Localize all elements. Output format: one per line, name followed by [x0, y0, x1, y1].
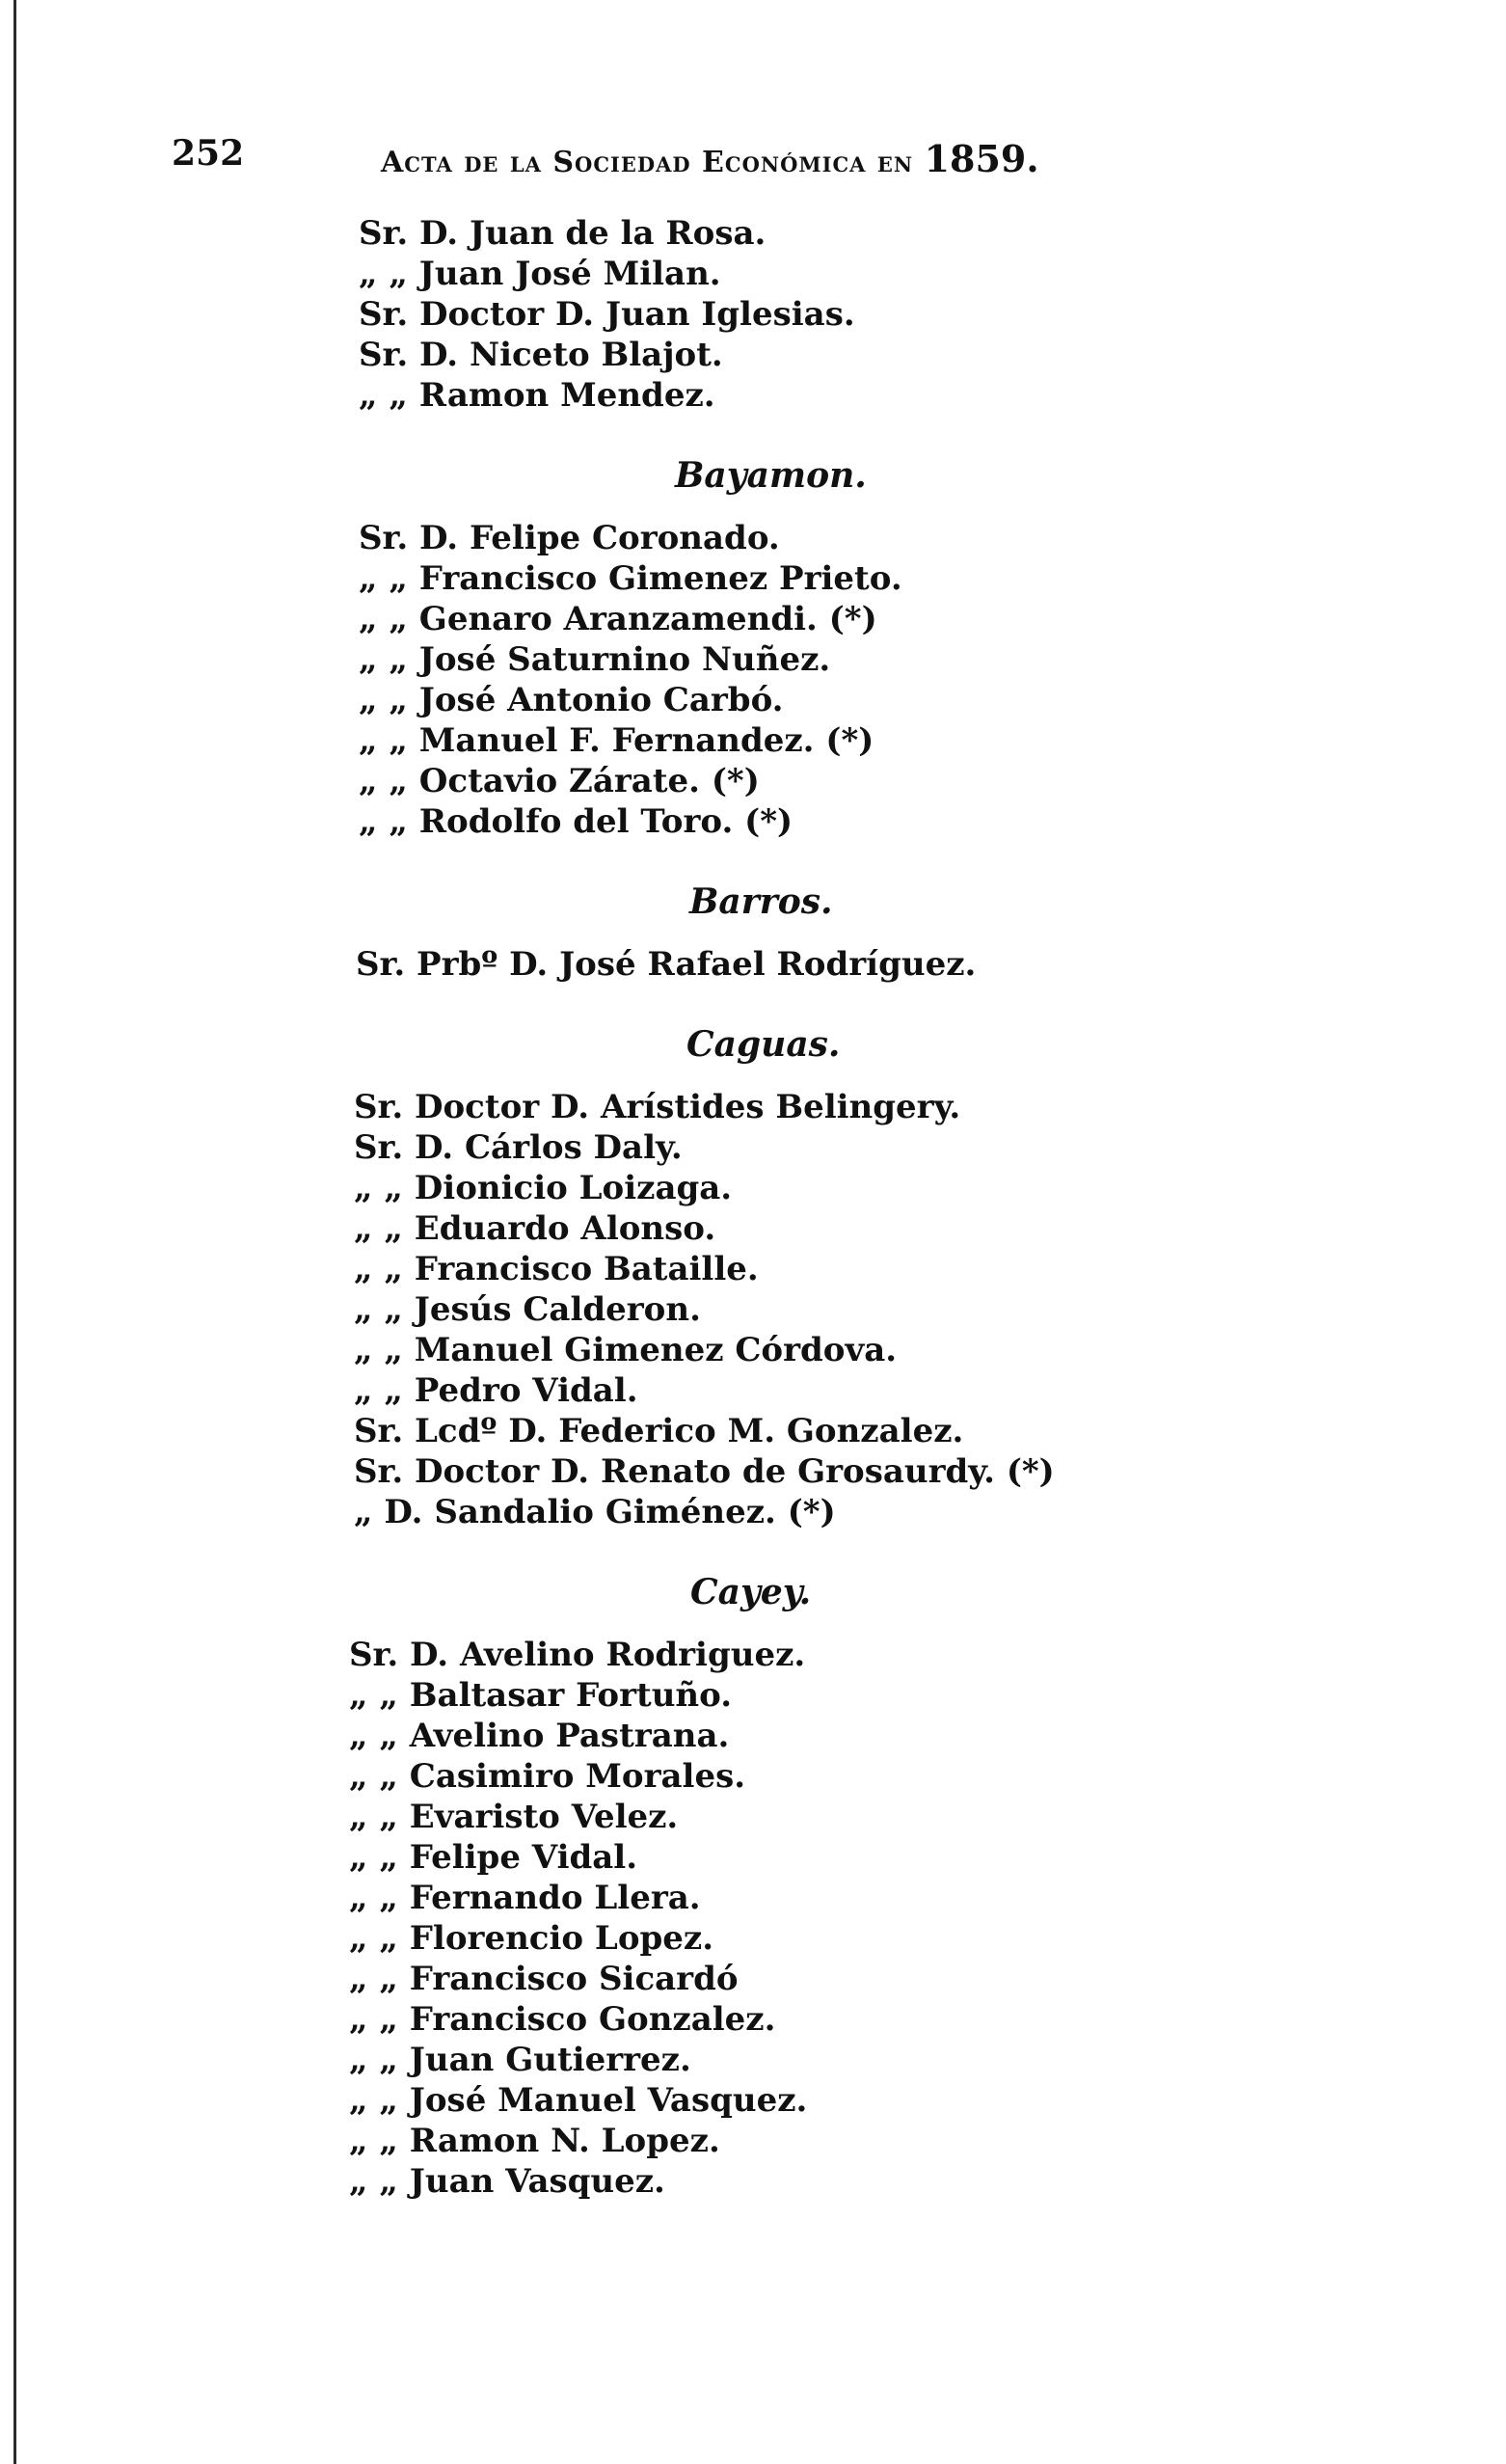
entry-name: Fernando Llera. — [409, 1879, 701, 1917]
member-entry — [349, 1676, 732, 1715]
entry-prefix: „ „ — [359, 802, 408, 841]
entry-name: Federico M. Gonzalez. — [558, 1412, 964, 1450]
entry-prefix: „ D. — [354, 1493, 423, 1531]
entry-prefix: „ „ — [349, 1838, 398, 1877]
member-entry — [359, 214, 766, 253]
entry-prefix: „ „ — [349, 1717, 398, 1755]
entry-name: Juan Vasquez. — [409, 2162, 665, 2201]
entry-name: Ramon Mendez. — [418, 376, 715, 415]
entry-prefix: „ „ — [359, 721, 408, 760]
entry-prefix: „ „ — [349, 1757, 398, 1796]
member-entry — [349, 1838, 637, 1877]
entry-name: Ramon N. Lopez. — [409, 2122, 720, 2160]
entry-prefix: „ „ — [349, 2122, 398, 2160]
section-heading: Barros. — [689, 881, 833, 922]
entry-name: Rodolfo del Toro. (*) — [418, 802, 793, 841]
member-entry — [359, 640, 830, 679]
member-entry — [354, 1331, 897, 1369]
entry-name: Francisco Gimenez Prieto. — [418, 559, 902, 598]
member-entry — [359, 255, 721, 293]
section-heading: Caguas. — [686, 1024, 841, 1065]
entry-prefix: „ „ — [349, 2162, 398, 2201]
entry-prefix: Sr. D. — [359, 519, 459, 557]
entry-prefix: Sr. Doctor D. — [354, 1088, 590, 1126]
entry-prefix: „ „ — [349, 1798, 398, 1836]
entry-prefix: „ „ — [359, 559, 408, 598]
member-entry — [354, 1371, 638, 1410]
section-heading: Cayey. — [690, 1572, 812, 1612]
entry-name: José Antonio Carbó. — [418, 681, 784, 719]
entry-name: Avelino Rodriguez. — [459, 1636, 806, 1674]
member-entry — [359, 600, 877, 638]
entry-prefix: „ „ — [359, 762, 408, 800]
member-entry — [359, 559, 902, 598]
entry-name: Florencio Lopez. — [409, 1919, 714, 1958]
entry-name: Juan Gutierrez. — [409, 2041, 691, 2079]
entry-name: Renato de Grosaurdy. (*) — [600, 1452, 1055, 1491]
entry-name: Francisco Bataille. — [414, 1250, 759, 1288]
member-entry — [349, 2081, 807, 2120]
entry-name: Baltasar Fortuño. — [409, 1676, 733, 1715]
entry-prefix: „ „ — [354, 1209, 403, 1248]
member-entry — [354, 1088, 960, 1126]
entry-name: Arístides Belingery. — [600, 1088, 961, 1126]
entry-prefix: Sr. Lcdº D. — [354, 1412, 548, 1450]
member-entry — [354, 1128, 683, 1167]
member-entry — [354, 1452, 1055, 1491]
entry-prefix: Sr. D. — [349, 1636, 449, 1674]
entry-name: Felipe Vidal. — [409, 1838, 638, 1877]
entry-prefix: „ „ — [354, 1331, 403, 1369]
entry-prefix: Sr. Prbº D. — [356, 945, 549, 984]
entry-prefix: Sr. D. — [354, 1128, 454, 1167]
member-entry — [349, 1879, 701, 1917]
entry-name: Sandalio Giménez. (*) — [434, 1493, 836, 1531]
entry-name: Cárlos Daly. — [464, 1128, 683, 1167]
entry-name: José Rafael Rodríguez. — [559, 945, 977, 984]
running-title-year: 1859. — [924, 137, 1039, 180]
entry-prefix: „ „ — [354, 1250, 403, 1288]
entry-name: Eduardo Alonso. — [414, 1209, 716, 1248]
member-entry — [359, 519, 780, 557]
binding-edge-line — [13, 0, 16, 2464]
entry-name: Francisco Sicardó — [409, 1960, 739, 1998]
entry-name: Casimiro Morales. — [409, 1757, 746, 1796]
entry-prefix: „ „ — [349, 1960, 398, 1998]
entry-prefix: „ „ — [354, 1169, 403, 1207]
entry-prefix: „ „ — [359, 255, 408, 293]
entry-name: Juan Iglesias. — [605, 295, 855, 334]
entry-name: Manuel Gimenez Córdova. — [414, 1331, 898, 1369]
member-entry — [349, 1757, 745, 1796]
entry-name: Pedro Vidal. — [414, 1371, 638, 1410]
member-entry — [356, 945, 976, 984]
entry-prefix: Sr. Doctor D. — [359, 295, 595, 334]
member-entry — [349, 1798, 678, 1836]
entry-prefix: „ „ — [349, 1919, 398, 1958]
member-entry — [359, 376, 715, 415]
member-entry — [349, 1919, 713, 1958]
member-entry — [349, 2162, 665, 2201]
entry-name: Juan de la Rosa. — [469, 214, 766, 253]
entry-prefix: „ „ — [354, 1290, 403, 1329]
member-entry — [359, 802, 793, 841]
member-entry — [349, 2041, 691, 2079]
member-entry — [354, 1290, 701, 1329]
member-entry — [359, 721, 874, 760]
member-entry — [359, 336, 723, 374]
entry-name: Octavio Zárate. (*) — [418, 762, 760, 800]
entry-prefix: „ „ — [349, 1676, 398, 1715]
entry-prefix: „ „ — [349, 1879, 398, 1917]
entry-prefix: „ „ — [359, 600, 408, 638]
member-entry — [354, 1169, 732, 1207]
entry-prefix: „ „ — [349, 2000, 398, 2039]
entry-prefix: „ „ — [359, 640, 408, 679]
member-entry — [354, 1209, 715, 1248]
page-header — [0, 133, 1506, 181]
page-number: 252 — [172, 133, 245, 174]
entry-name: José Manuel Vasquez. — [409, 2081, 808, 2120]
entry-prefix: Sr. Doctor D. — [354, 1452, 590, 1491]
member-entry — [349, 2000, 775, 2039]
member-entry — [354, 1493, 836, 1531]
entry-prefix: Sr. D. — [359, 336, 459, 374]
section-heading: Bayamon. — [675, 455, 867, 496]
entry-name: Manuel F. Fernandez. (*) — [418, 721, 874, 760]
entry-name: José Saturnino Nuñez. — [418, 640, 831, 679]
entry-name: Niceto Blajot. — [469, 336, 723, 374]
running-title-text: Acta de la Sociedad Económica en — [381, 146, 914, 179]
entry-name: Juan José Milan. — [418, 255, 721, 293]
entry-name: Genaro Aranzamendi. (*) — [418, 600, 877, 638]
entry-prefix: „ „ — [354, 1371, 403, 1410]
member-entry — [354, 1250, 759, 1288]
member-entry — [354, 1412, 963, 1450]
entry-prefix: „ „ — [349, 2041, 398, 2079]
entry-name: Avelino Pastrana. — [409, 1717, 730, 1755]
member-entry — [349, 2122, 720, 2160]
entry-name: Dionicio Loizaga. — [414, 1169, 733, 1207]
entry-prefix: „ „ — [359, 376, 408, 415]
member-entry — [359, 295, 855, 334]
entry-prefix: Sr. D. — [359, 214, 459, 253]
member-entry — [349, 1717, 729, 1755]
running-title — [381, 137, 1039, 180]
member-entry — [349, 1636, 805, 1674]
entry-name: Francisco Gonzalez. — [409, 2000, 776, 2039]
entry-name: Evaristo Velez. — [409, 1798, 679, 1836]
entry-prefix: „ „ — [349, 2081, 398, 2120]
entry-name: Jesús Calderon. — [414, 1290, 701, 1329]
member-entry — [359, 762, 760, 800]
entry-name: Felipe Coronado. — [469, 519, 780, 557]
entry-prefix: „ „ — [359, 681, 408, 719]
member-entry — [349, 1960, 739, 1998]
member-entry — [359, 681, 784, 719]
